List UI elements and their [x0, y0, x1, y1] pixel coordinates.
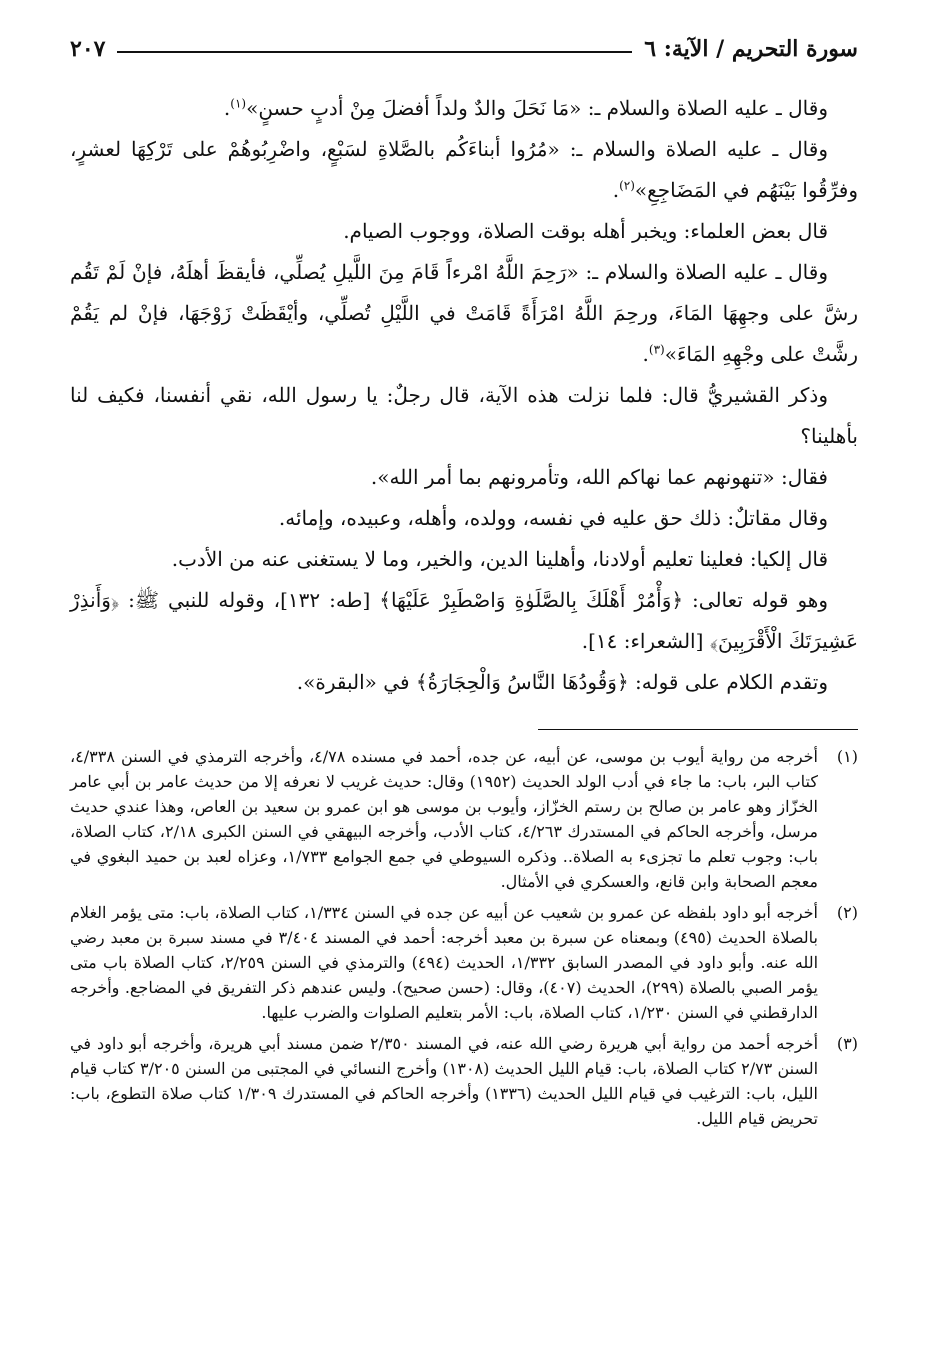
- footnote-number: (٣): [836, 1034, 858, 1053]
- header-rule: [117, 51, 632, 53]
- footnote: [70, 1031, 858, 1131]
- paragraph: فقال: «تنهونهم عما نهاكم الله، وتأمرونهم بما أمر الله».: [370, 465, 828, 489]
- footnote-ref[interactable]: (١): [230, 96, 247, 111]
- main-text: [70, 88, 858, 703]
- paragraph: قال إلكيا: فعلينا تعليم أولادنا، وأهلينا الدين، والخير، وما لا يستغنى عنه من الأدب.: [171, 547, 828, 571]
- footnote-number: (٢): [836, 903, 858, 922]
- footnote-ref[interactable]: (٢): [619, 178, 635, 193]
- header-title: سورة التحريم / الآية: ٦: [644, 36, 858, 62]
- footnote-text: أخرجه أبو داود بلفظه عن عمرو بن شعيب عن أبيه عن جده في السنن ١/٣٣٤، كتاب الصلاة، باب: متى يؤمر الغلام بالصلاة الحديث (٤٩٥) وبمعناه عن سبرة بن معبد أخرجه: أحمد في المسند ٣/٤٠٤ في مسند سبرة بن معبد رضي الله عنه. وأبو داود في المصدر السابق ١/٣٣٢، الحديث (٤٩٤) والترمذي في السنن ٢/٢٥٩، كتاب الصلاة باب متى يؤمر الصبي بالصلاة (٢٩٩)، الحديث (٤٠٧)، وقال: (حسن صحيح). وليس عندهم ذكر التفريق في المضاجع. وأخرجه الدارقطني في السنن ١/٢٣٠، كتاب الصلاة، باب: الأمر بتعليم الصلوات والضرب عليها.: [70, 903, 819, 1022]
- footnote-separator: [538, 729, 858, 730]
- footnote-text: أخرجه من رواية أيوب بن موسى، عن أبيه، عن جده، أحمد في مسنده ٤/٧٨، وأخرجه الترمذي في السنن ٤/٣٣٨، كتاب البر، باب: ما جاء في أدب الولد الحديث (١٩٥٢) وقال: حديث غريب لا نعرفه إلا من حديث عامر بن أبي عامر الخزّاز وهو عامر بن صالح بن رستم الخزّاز، وأيوب بن موسى هو ابن عمرو بن سعيد بن العاص، وهذا عندي حديث مرسل، وأخرجه الحاكم في المستدرك ٤/٢٦٣، كتاب الأدب، وأخرجه البيهقي في السنن الكبرى ٢/١٨، كتاب الصلاة، باب: وجوب تعلم ما تجزىء به الصلاة.. وذكره السيوطي في جمع الجوامع ١/٧٣٣، وعزاه لعبد بن حميد البغوي في معجم الصحابة وابن قانع، والعسكري في الأمثال.: [70, 747, 819, 891]
- page-number: ٢٠٧: [70, 36, 106, 62]
- paragraph: وقال مقاتلٌ: ذلك حق عليه في نفسه، وولده، وأهله، وعبيده، وإمائه.: [278, 506, 828, 530]
- footnote-ref[interactable]: (٣): [648, 342, 665, 357]
- paragraph: وقال ـ عليه الصلاة والسلام ـ: «مُرُوا أبناءَكُم بالصَّلاةِ لسَبْعٍ، واضْرِبُوهُمْ على تَرْكِهَا لعشرٍ، وفرِّقُوا بَيْنَهُم في المَضَاجِعِ»$^{(٢)}$.: [70, 137, 858, 202]
- paragraph: وقال ـ عليه الصلاة والسلام ـ: «مَا نَحَلَ والدٌ ولداً أفضلَ مِنْ أدبٍ حسنٍ»$^{(١)}$.: [223, 96, 828, 120]
- footnote: [70, 900, 858, 1025]
- paragraph: قال بعض العلماء: ويخبر أهله بوقت الصلاة، ووجوب الصيام.: [343, 219, 828, 243]
- paragraph: وذكر القشيريُّ قال: فلما نزلت هذه الآية، قال رجلٌ: يا رسول الله، نقي أنفسنا، فكيف لنا بأهلينا؟: [70, 383, 858, 448]
- running-header: [70, 28, 858, 62]
- paragraph: وهو قوله تعالى: ﴿وَأْمُرْ أَهْلَكَ بِالصَّلَوٰةِ وَاصْطَبِرْ عَلَيْهَا﴾ [طه: ١٣٢]، وقوله للنبي ﷺ: ﴿وَأَنذِرْ عَشِيرَتَكَ الْأَقْرَبِينَ﴾ [الشعراء: ١٤].: [70, 588, 858, 653]
- paragraph: وتقدم الكلام على قوله: ﴿وَقُودُهَا النَّاسُ وَالْحِجَارَةُ﴾ في «البقرة».: [296, 670, 828, 694]
- footnote: [70, 744, 858, 894]
- footnote-number: (١): [836, 747, 858, 766]
- paragraph: وقال ـ عليه الصلاة والسلام ـ: «رَحِمَ اللَّهُ امْرءاً قَامَ مِنَ اللَّيلِ يُصلِّي، فأيقظَ أهلَهُ، فإنْ لَمْ تَقُم رشَّ على وجهِهَا المَاءَ، ورحِمَ اللَّهُ امْرَأَةً قَامَتْ في اللَّيْلِ تُصلِّي، وأيْقَظَتْ زَوْجَهَا، فإنْ لم يَقُمْ رشَّتْ على وجْهِهِ المَاءَ»$^{(٣)}$.: [70, 260, 858, 366]
- footnotes: [70, 744, 858, 1131]
- footnote-text: أخرجه أحمد من رواية أبي هريرة رضي الله عنه، في المسند ٢/٣٥٠ ضمن مسند أبي هريرة، وأخرجه أبو داود في السنن ٢/٧٣ كتاب الصلاة، باب: قيام الليل الحديث (١٣٠٨) وأخرج النسائي في المجتبى من السنن ٣/٢٠٥ كتاب قيام الليل، باب: الترغيب في قيام الليل الحديث (١٣٣٦) وأخرجه الحاكم في المستدرك ١/٣٠٩ كتاب صلاة التطوع، باب: تحريض قيام الليل.: [70, 1034, 819, 1128]
